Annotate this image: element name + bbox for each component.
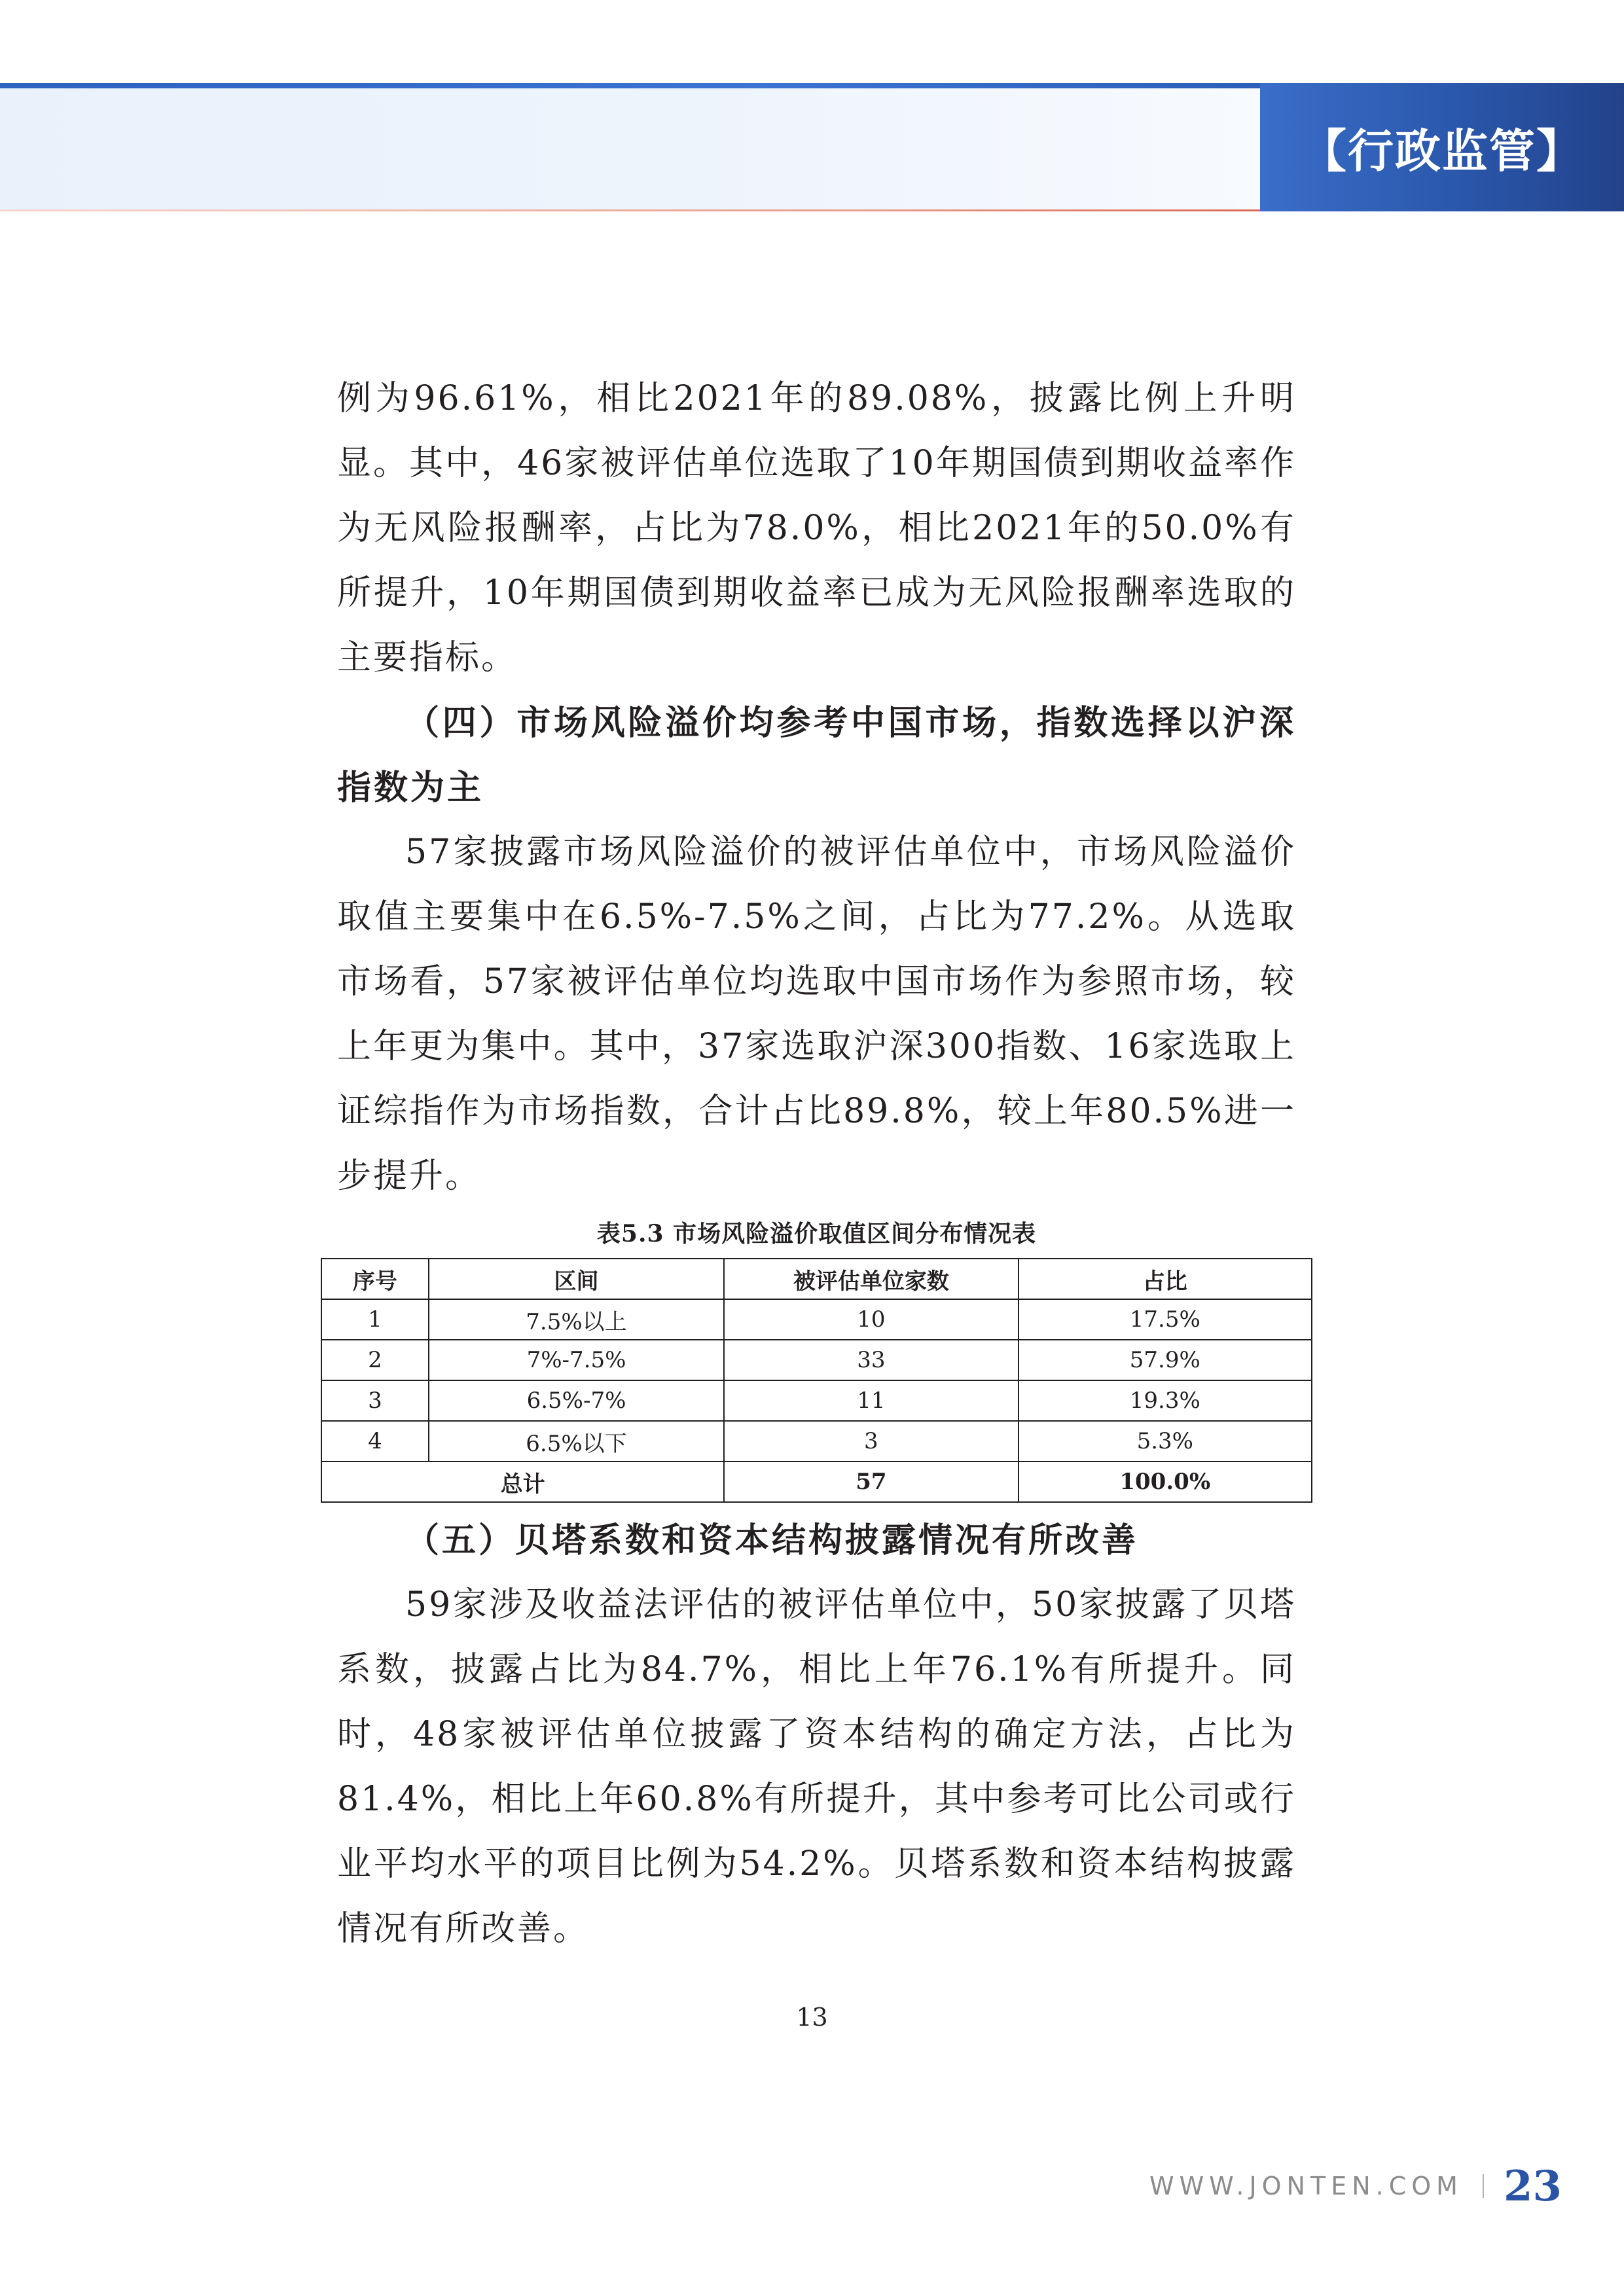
footer-url[interactable]: WWW.JONTEN.COM: [1149, 2172, 1463, 2200]
header-count: 被评估单位家数: [724, 1259, 1018, 1299]
cell-no: 1: [321, 1299, 429, 1340]
cell-ratio: 17.5%: [1019, 1299, 1312, 1340]
risk-premium-table: [321, 1258, 1312, 1503]
cell-ratio: 19.3%: [1019, 1380, 1312, 1421]
header-band: [0, 88, 1260, 211]
table-caption: 表5.3 市场风险溢价取值区间分布情况表: [596, 1220, 1037, 1247]
cell-count: 3: [724, 1421, 1018, 1462]
paragraph-2: 57家披露市场风险溢价的被评估单位中，市场风险溢价取值主要集中在6.5%-7.5%之间，占比为77.2%。从选取市场看，57家被评估单位均选取中国市场作为参照市场，较上年更为集中。其中，37家选取沪深300指数、16家选取上证综指作为市场指数，合计占比89.8%，较上年80.5%进一步提升。: [337, 833, 1296, 1196]
header-underline: [0, 209, 1260, 211]
paragraph-3: 59家涉及收益法评估的被评估单位中，50家披露了贝塔系数，披露占比为84.7%，相比上年76.1%有所提升。同时，48家被评估单位披露了资本结构的确定方法，占比为81.4%，相比上年60.8%有所提升，其中参考可比公司或行业平均水平的项目比例为54.2%。贝塔系数和资本结构披露情况有所改善。: [337, 1585, 1296, 1948]
footer-divider: [1483, 2174, 1484, 2198]
cell-count: 33: [724, 1340, 1018, 1380]
main-content: [337, 367, 1296, 1962]
cell-no: 3: [321, 1380, 429, 1421]
cell-range: 6.5%-7%: [429, 1380, 724, 1421]
paragraph-1: 例为96.61%，相比2021年的89.08%，披露比例上升明显。其中，46家被评估单位选取了10年期国债到期收益率作为无风险报酬率，占比为78.0%，相比2021年的50.0%有所提升，10年期国债到期收益率已成为无风险报酬率选取的主要指标。: [337, 379, 1296, 677]
cell-no: 2: [321, 1340, 429, 1380]
section-heading-4: （四）市场风险溢价均参考中国市场，指数选择以沪深指数为主: [337, 703, 1296, 808]
cell-no: 4: [321, 1421, 429, 1462]
table-row: [321, 1299, 1312, 1340]
table-header-row: [321, 1259, 1312, 1299]
header-ratio: 占比: [1019, 1259, 1312, 1299]
table-total-row: [321, 1462, 1312, 1502]
footer: [1149, 2160, 1562, 2212]
cell-count: 10: [724, 1299, 1018, 1340]
cell-ratio: 57.9%: [1019, 1340, 1312, 1380]
total-label: 总计: [321, 1462, 724, 1502]
section-tag-box: [1260, 83, 1624, 211]
header-top-line: [0, 83, 1260, 88]
header-range: 区间: [429, 1259, 724, 1299]
table-row: [321, 1380, 1312, 1421]
section-heading-5: （五）贝塔系数和资本结构披露情况有所改善: [405, 1520, 1139, 1560]
section-tag: 【行政监管】: [1301, 124, 1583, 178]
total-ratio: 100.0%: [1019, 1462, 1312, 1502]
inner-page-number: 13: [796, 2003, 828, 2032]
footer-page-number: 23: [1503, 2161, 1562, 2211]
total-count: 57: [724, 1462, 1018, 1502]
header-no: 序号: [321, 1259, 429, 1299]
cell-range: 7%-7.5%: [429, 1340, 724, 1380]
table-row: [321, 1421, 1312, 1462]
cell-range: 6.5%以下: [429, 1421, 724, 1462]
table-row: [321, 1340, 1312, 1380]
cell-range: 7.5%以上: [429, 1299, 724, 1340]
cell-ratio: 5.3%: [1019, 1421, 1312, 1462]
cell-count: 11: [724, 1380, 1018, 1421]
